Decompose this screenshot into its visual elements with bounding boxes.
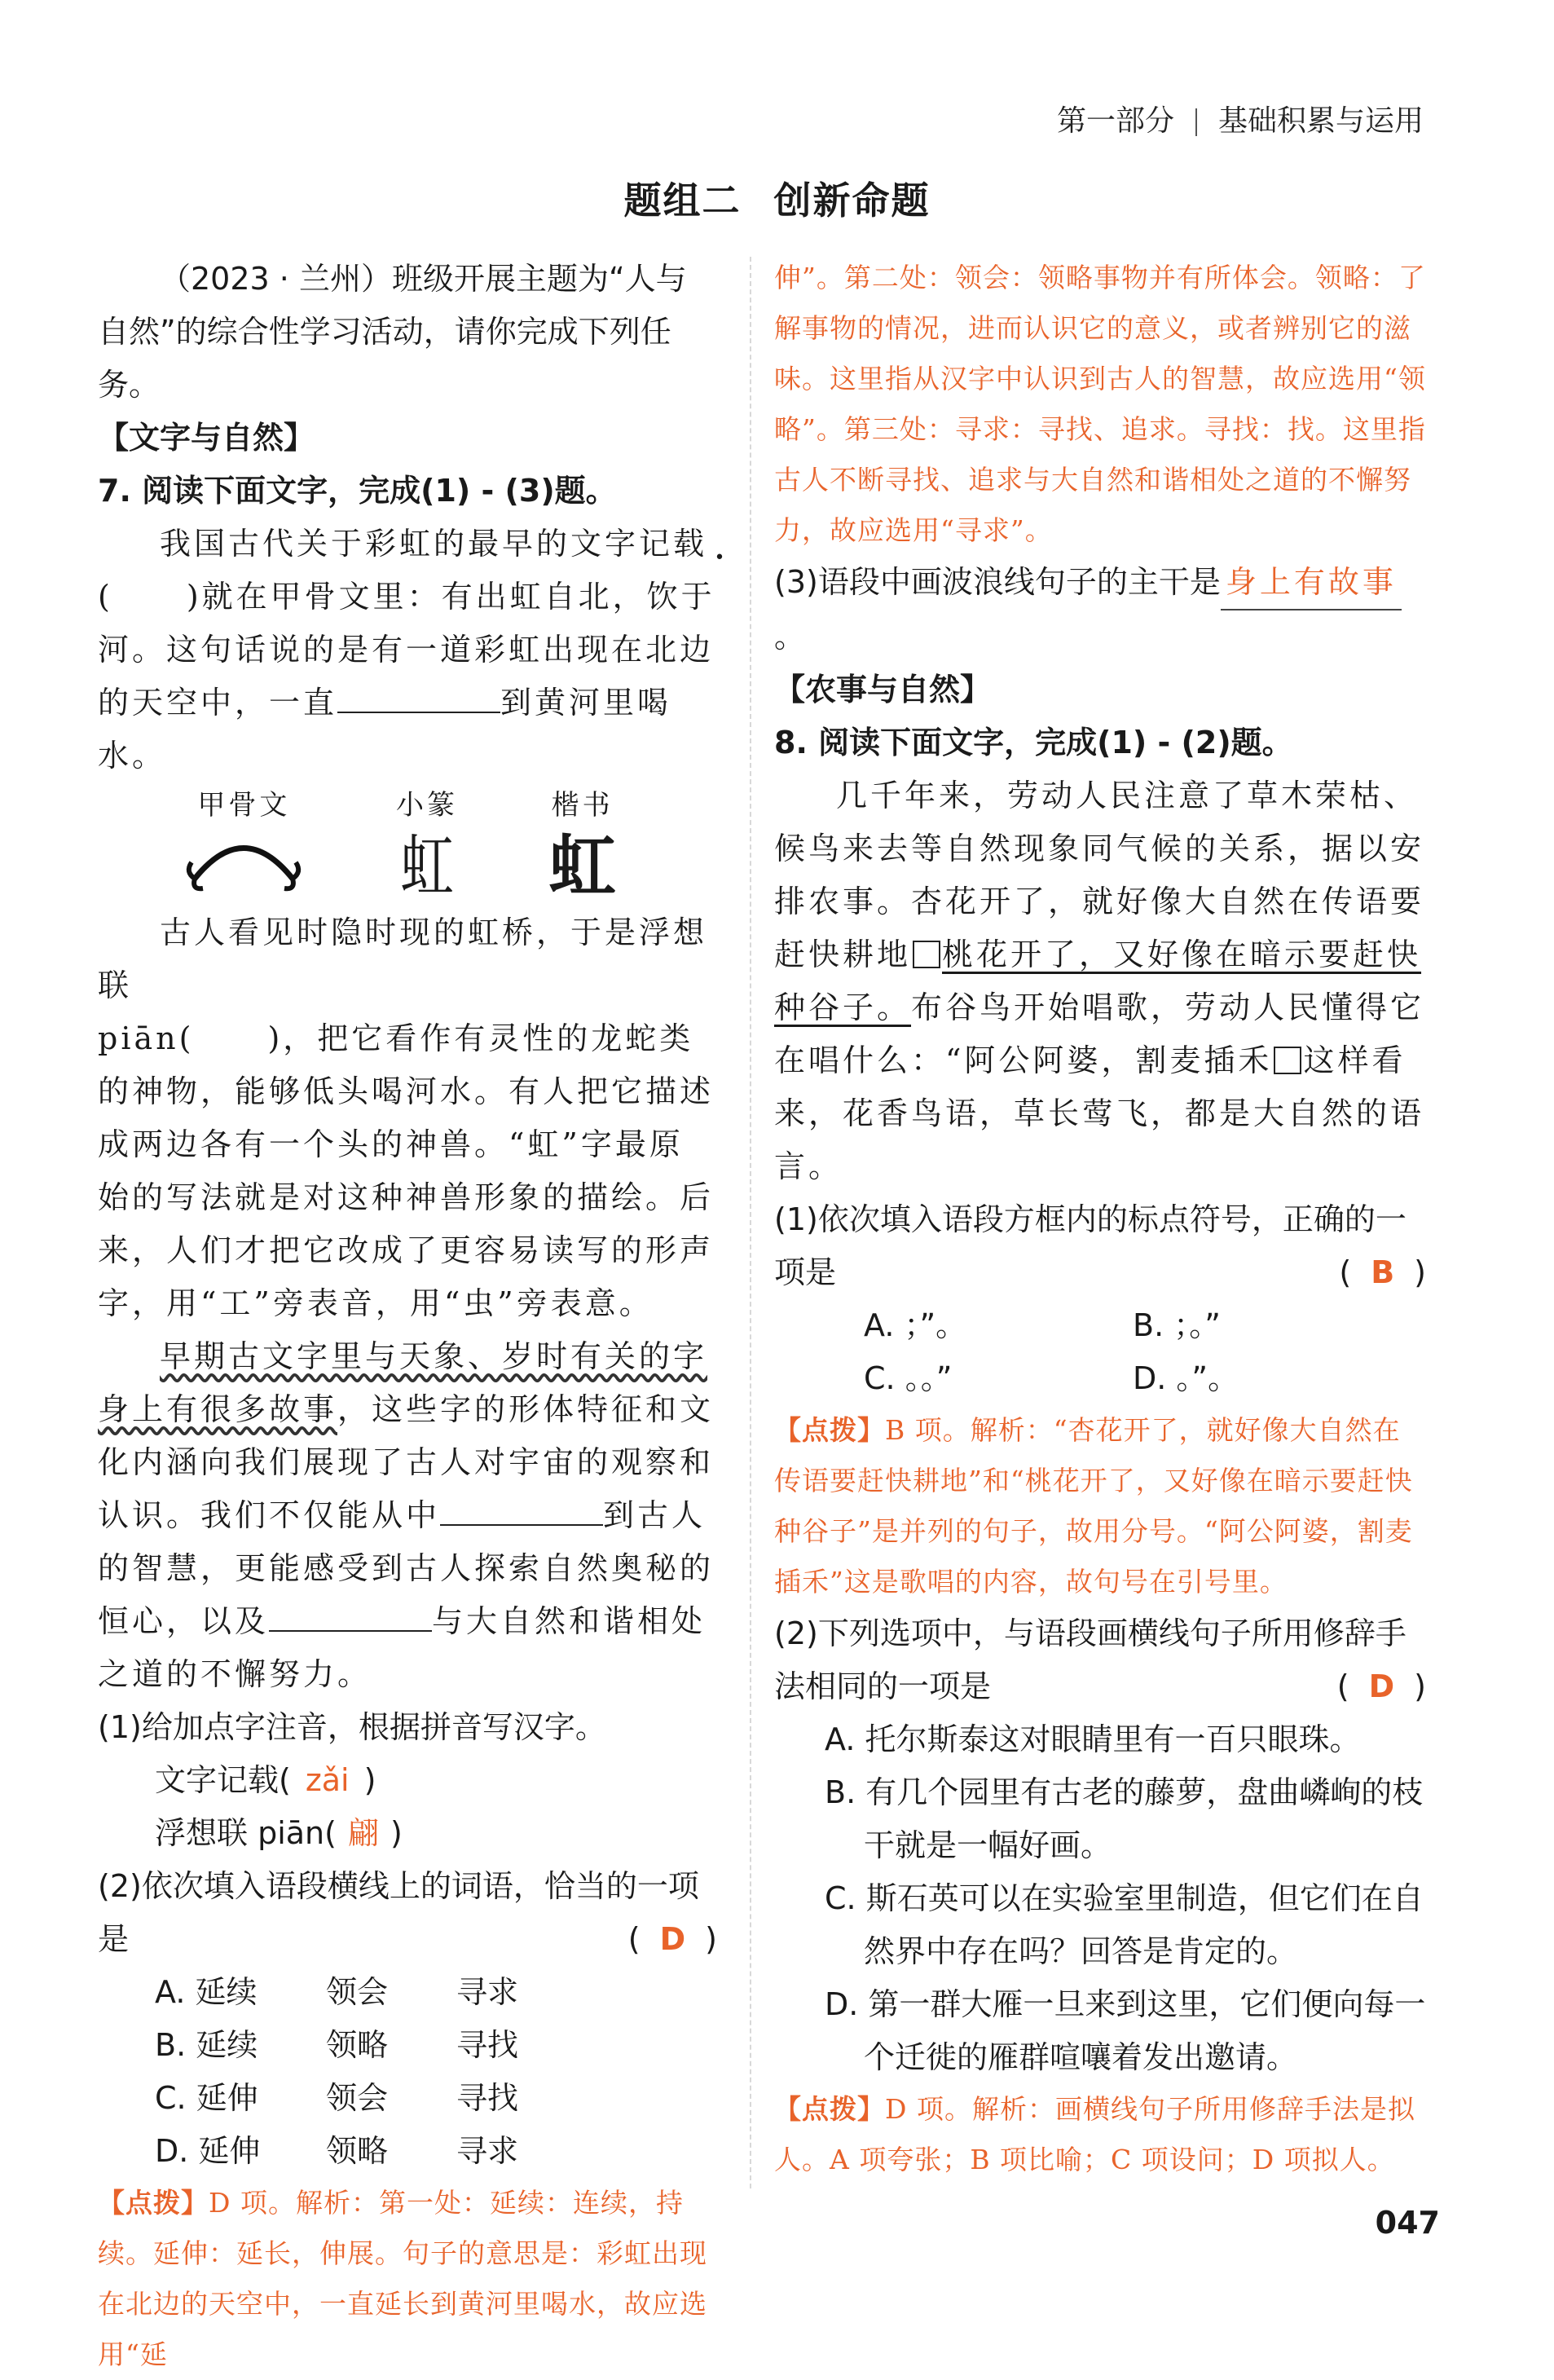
running-header <box>1057 98 1424 139</box>
section-heading-text-nature: 【文字与自然】 <box>98 420 315 456</box>
answer-paren-q7-2 <box>628 1913 717 1966</box>
question-8-stem: 8. 阅读下面文字，完成(1) - (2)题。 <box>774 725 1293 760</box>
option-a: A. ；”。 <box>864 1307 967 1343</box>
question-7-stem: 7. 阅读下面文字，完成(1) - (3)题。 <box>98 473 617 509</box>
header-divider <box>1195 108 1197 136</box>
q8-sub-question-1-text: (1)依次填入语段方框内的标点符号，正确的一项是 <box>774 1201 1407 1290</box>
paren-open: ( <box>1336 1668 1349 1704</box>
p3-text-c: 与大自然和谐相处之道的不懈努力。 <box>98 1603 707 1692</box>
regular-script-char: 虹 <box>548 828 616 906</box>
option-a[interactable]: A. 托尔斯泰这对眼睛里有一百只眼珠。 <box>825 1721 1361 1757</box>
oracle-bone-rainbow-icon <box>183 822 305 903</box>
option-row[interactable] <box>98 1966 717 2019</box>
title-group: 题组二 <box>623 178 742 223</box>
option-row[interactable] <box>98 2125 717 2178</box>
left-column <box>98 253 717 2380</box>
answer-q8-2: D <box>1368 1668 1395 1704</box>
fill-blank-2[interactable] <box>440 1500 603 1526</box>
right-column <box>774 253 1426 2185</box>
tip-q8-1 <box>774 1405 1426 1607</box>
option-row[interactable] <box>98 2072 717 2125</box>
section-heading-farming: 【农事与自然】 <box>774 672 992 707</box>
q8-sub-question-2-text: (2)下列选项中，与语段画横线句子所用修辞手法相同的一项是 <box>774 1615 1407 1704</box>
answer-paren-q8-1 <box>1339 1246 1426 1299</box>
sub-question-3 <box>774 556 1426 663</box>
paren-open: ( <box>1339 1254 1352 1290</box>
answer-zai-close: ) <box>363 1762 376 1798</box>
sub-question-2 <box>98 1860 717 1966</box>
q8-text-a: 几千年来，劳动人民注意了草木荣枯、候鸟来去等自然现象同气候的关系，据以安排农事。杏花开了，就好像大自然在传语要赶快耕地 <box>774 778 1425 972</box>
tip-text: D 项。解析：第一处：延续：连续，持续。延伸：延长，伸展。句子的意思是：彩虹出现在北边的天空中，一直延长到黄河里喝水，故应选用“延 <box>98 2187 707 2370</box>
tip-q7-2-continued: 伸”。第二处：领会：领略事物并有所体会。领略：了解事物的情况，进而认识它的意义，或者辨别它的滋味。这里指从汉字中认识到古人的智慧，故应选用“领略”。第三处：寻求：寻找、追求。寻找：找。这里指古人不断寻找、追求与大自然和谐相处之道的不懈努力，故应选用“寻求”。 <box>774 262 1426 546</box>
header-part: 第一部分 <box>1056 104 1174 138</box>
answer-paren-q8-2 <box>1337 1660 1426 1713</box>
option-a-1: A. 延续 <box>155 1974 258 2010</box>
p3-text-b: 到古人的智慧，更能感受到古人探索自然奥秘的恒心，以及 <box>98 1497 715 1639</box>
option-b: B. ；。” <box>1133 1307 1221 1343</box>
answer-pian <box>98 1807 717 1860</box>
glyph-oracle <box>183 789 305 906</box>
fill-blank-3[interactable] <box>269 1606 432 1632</box>
option-c: C. 。。” <box>864 1360 953 1396</box>
column-divider <box>750 257 751 2188</box>
passage-paragraph-2 <box>98 906 717 1330</box>
header-section: 基础积累与运用 <box>1217 104 1424 138</box>
answer-q7-3: 身上有故事 <box>1221 556 1402 610</box>
title-topic: 创新命题 <box>773 178 931 223</box>
option-d-3: 寻求 <box>456 2133 519 2169</box>
sub-question-3-end: 。 <box>774 619 806 654</box>
tip-q7-2 <box>98 2178 717 2380</box>
option-d-2: 领略 <box>326 2133 389 2169</box>
paren-close: ) <box>705 1921 717 1957</box>
glyph-seal <box>394 789 460 906</box>
answer-pian-close: ) <box>390 1815 403 1851</box>
q8-text-b: 布谷鸟开始唱歌，劳动人民懂得它在唱什么：“阿公阿婆，割麦插禾 <box>774 989 1425 1078</box>
paren-close: ) <box>1414 1254 1426 1290</box>
sub-question-1: (1)给加点字注音，根据拼音写汉字。 <box>98 1709 606 1745</box>
answer-zai <box>98 1754 717 1807</box>
punctuation-box-2[interactable] <box>1274 1047 1301 1074</box>
p2-text-c: )，把它看作有灵性的龙蛇类的神物，能够低头喝河水。有人把它描述成两边各有一个头的神兽。“虹”字最原始的写法就是对这种神兽形象的描绘。后来，人们才把它改成了更容易读写的形声字，用“工”旁表音，用“虫”旁表意。 <box>98 1020 715 1321</box>
option-b-3: 寻找 <box>456 2027 519 2063</box>
paren-open: ( <box>627 1921 641 1957</box>
p1-text-d: 到黄河里喝水。 <box>98 685 672 774</box>
option-c-1: C. 延伸 <box>155 2080 258 2116</box>
page-number: 047 <box>1375 2205 1440 2241</box>
answer-q7-2: D <box>659 1921 686 1957</box>
tip-tag: 【点拨】 <box>774 1414 885 1446</box>
tip-tag: 【点拨】 <box>98 2187 209 2219</box>
glyph-regular <box>549 789 616 906</box>
dotted-char-zai: 载 <box>673 526 708 562</box>
sub-question-3-text: (3)语段中画波浪线句子的主干是 <box>774 564 1221 600</box>
glyph-label-seal: 小篆 <box>395 789 458 822</box>
p3-text-a: ，这些字的形体特征和文化内涵向我们展现了古人对宇宙的观察和认识。我们不仅能从中 <box>98 1391 715 1533</box>
option-b-1: B. 延续 <box>155 2027 258 2063</box>
option-c[interactable]: C. 斯石英可以在实验室里制造，但它们在自然界中存在吗？回答是肯定的。 <box>825 1880 1424 1969</box>
p1-text-a: 我国古代关于彩虹的最早的文字记 <box>160 526 674 562</box>
tip-q8-2 <box>774 2084 1426 2185</box>
paren-close: ) <box>1414 1668 1426 1704</box>
passage-paragraph-3 <box>98 1330 717 1701</box>
option-b-2: 领略 <box>326 2027 389 2063</box>
intro-text: （2023 · 兰州）班级开展主题为“人与自然”的综合性学习活动，请你完成下列任务。 <box>98 261 687 403</box>
passage-paragraph-1 <box>98 518 717 782</box>
passage-q8 <box>774 769 1426 1193</box>
option-c-3: 寻找 <box>456 2080 519 2116</box>
option-row[interactable] <box>774 1299 1426 1352</box>
punctuation-box-1[interactable] <box>913 941 940 968</box>
option-row[interactable] <box>98 2019 717 2072</box>
option-b[interactable]: B. 有几个园里有古老的藤萝，盘曲嶙峋的枝干就是一幅好画。 <box>825 1774 1424 1863</box>
p2-pinyin: piān( <box>98 1020 195 1056</box>
answer-q8-1: B <box>1371 1254 1395 1290</box>
tip-text: B 项。解析：“杏花开了，就好像大自然在传语要赶快耕地”和“桃花开了，又好像在暗示要赶快种谷子”是并列的句子，故用分号。“阿公阿婆，割麦插禾”这是歌唱的内容，故句号在引号里。 <box>774 1414 1413 1598</box>
option-d[interactable]: D. 第一群大雁一旦来到这里，它们便向每一个迁徙的雁群喧嚷着发出邀请。 <box>825 1986 1426 2075</box>
answer-pian-label: 浮想联 piān( <box>155 1815 337 1851</box>
p1-paren-open: ( <box>98 579 113 615</box>
option-d: D. 。”。 <box>1133 1360 1239 1396</box>
option-row[interactable] <box>774 1352 1426 1405</box>
answer-zai-label: 文字记载( <box>155 1762 291 1798</box>
option-d-1: D. 延伸 <box>155 2133 261 2169</box>
fill-blank-1[interactable] <box>337 687 500 713</box>
q8-sub-question-2 <box>774 1607 1426 1713</box>
page-title <box>0 171 1554 225</box>
option-a-3: 寻求 <box>456 1974 519 2010</box>
p1-text-c: )就在甲骨文里：有出虹自北，饮于河。这句话说的是有一道彩虹出现在北边的天空中，一直 <box>98 579 715 721</box>
q8-sub-question-1 <box>774 1193 1426 1299</box>
tip-text: D 项。解析：画横线句子所用修辞手法是拟人。A 项夸张；B 项比喻；C 项设问；D 项拟人。 <box>774 2093 1415 2175</box>
p2-text-a: 古人看见时隐时现的虹桥，于是浮想联 <box>98 915 708 1003</box>
wavy-underlined-sentence: 早期古文字里与天象、岁时有关的字身上有很多故事 <box>98 1338 708 1427</box>
option-c-2: 领会 <box>326 2080 389 2116</box>
glyph-label-oracle: 甲骨文 <box>197 789 291 822</box>
seal-script-char: 虹 <box>400 828 454 906</box>
sub-question-2-text: (2)依次填入语段横线上的词语，恰当的一项是 <box>98 1868 699 1957</box>
underlined-sentence: 桃花开了，又好像在暗示要赶快种谷子。 <box>774 937 1422 1025</box>
glyph-evolution-figure <box>139 789 660 906</box>
q8-text-c: 这样看来，花香鸟语，草长莺飞，都是大自然的语言。 <box>774 1042 1425 1184</box>
answer-pian-value: 翩 <box>347 1815 379 1851</box>
option-a-2: 领会 <box>326 1974 389 2010</box>
tip-tag: 【点拨】 <box>774 2093 885 2125</box>
answer-zai-value: zǎi <box>305 1762 350 1798</box>
glyph-label-regular: 楷书 <box>551 789 614 822</box>
